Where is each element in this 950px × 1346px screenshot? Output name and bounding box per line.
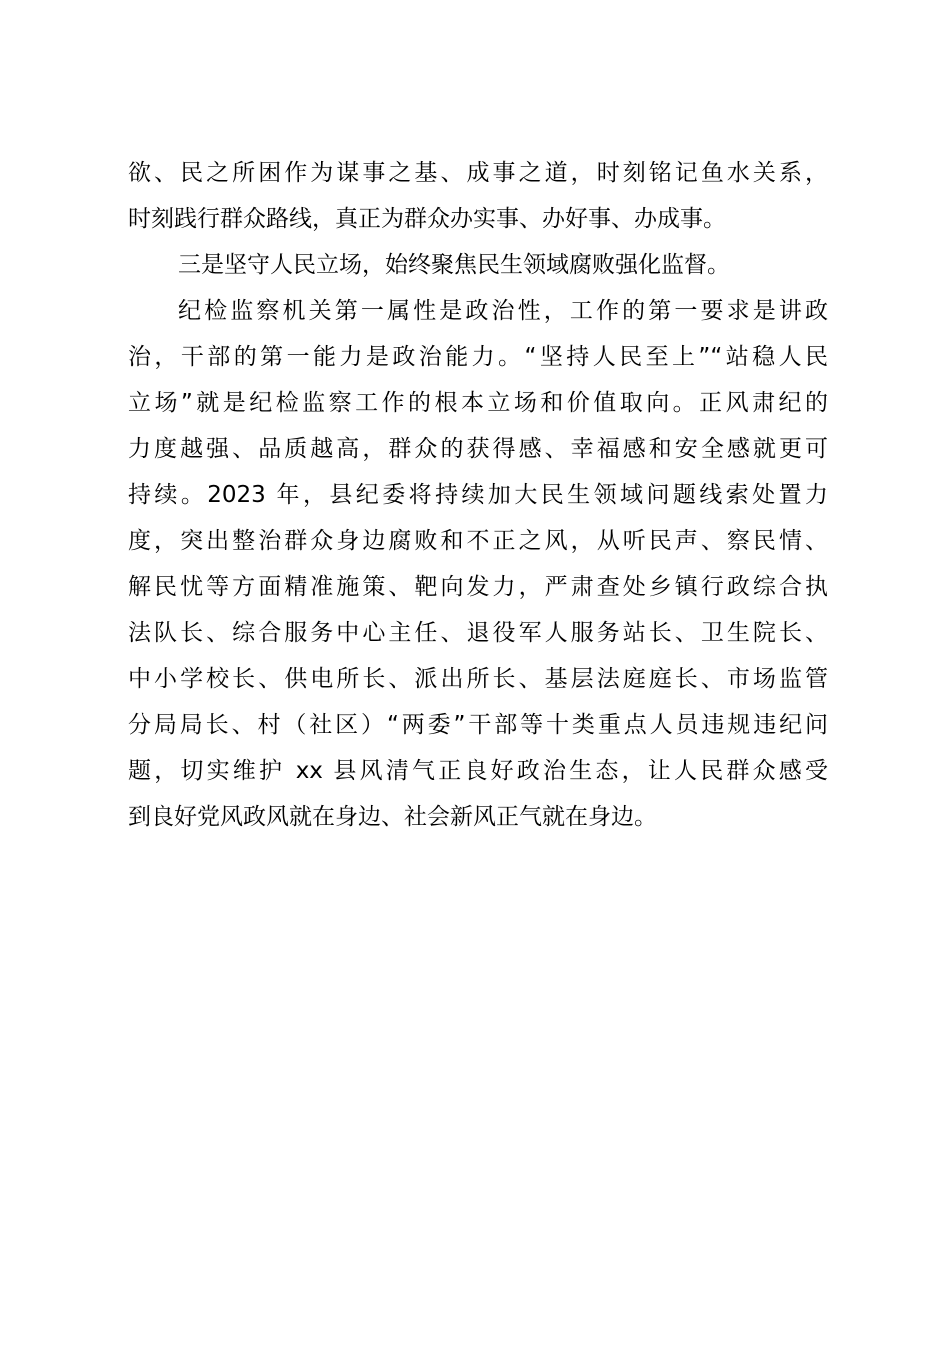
text-line: 中小学校长、供电所长、派出所长、基层法庭庭长、市场监管	[128, 666, 828, 692]
text-line: 持续。2023 年，县纪委将持续加大民生领域问题线索处置力	[128, 482, 828, 508]
text-line: 立场”就是纪检监察工作的根本立场和价值取向。正风肃纪的	[128, 390, 828, 416]
document-body	[128, 150, 828, 840]
text-line: 法队长、综合服务中心主任、退役军人服务站长、卫生院长、	[128, 620, 828, 646]
text-line: 治，干部的第一能力是政治能力。“坚持人民至上”“站稳人民	[128, 344, 828, 370]
paragraph-first-line: 纪检监察机关第一属性是政治性，工作的第一要求是讲政	[178, 298, 828, 324]
text-line: 力度越强、品质越高，群众的获得感、幸福感和安全感就更可	[128, 436, 828, 462]
text-line: 度，突出整治群众身边腐败和不正之风，从听民声、察民情、	[128, 528, 828, 554]
text-line: 分局局长、村（社区）“两委”干部等十类重点人员违规违纪问	[128, 712, 828, 738]
text-line: 时刻践行群众路线，真正为群众办实事、办好事、办成事。	[128, 206, 726, 232]
text-line: 题，切实维护 xx 县风清气正良好政治生态，让人民群众感受	[128, 758, 828, 784]
text-line: 到良好党风政风就在身边、社会新风正气就在身边。	[128, 804, 657, 830]
text-line: 欲、民之所困作为谋事之基、成事之道，时刻铭记鱼水关系，	[128, 160, 828, 186]
section-heading: 三是坚守人民立场，始终聚焦民生领域腐败强化监督。	[178, 252, 730, 278]
text-line: 解民忧等方面精准施策、靶向发力，严肃查处乡镇行政综合执	[128, 574, 828, 600]
